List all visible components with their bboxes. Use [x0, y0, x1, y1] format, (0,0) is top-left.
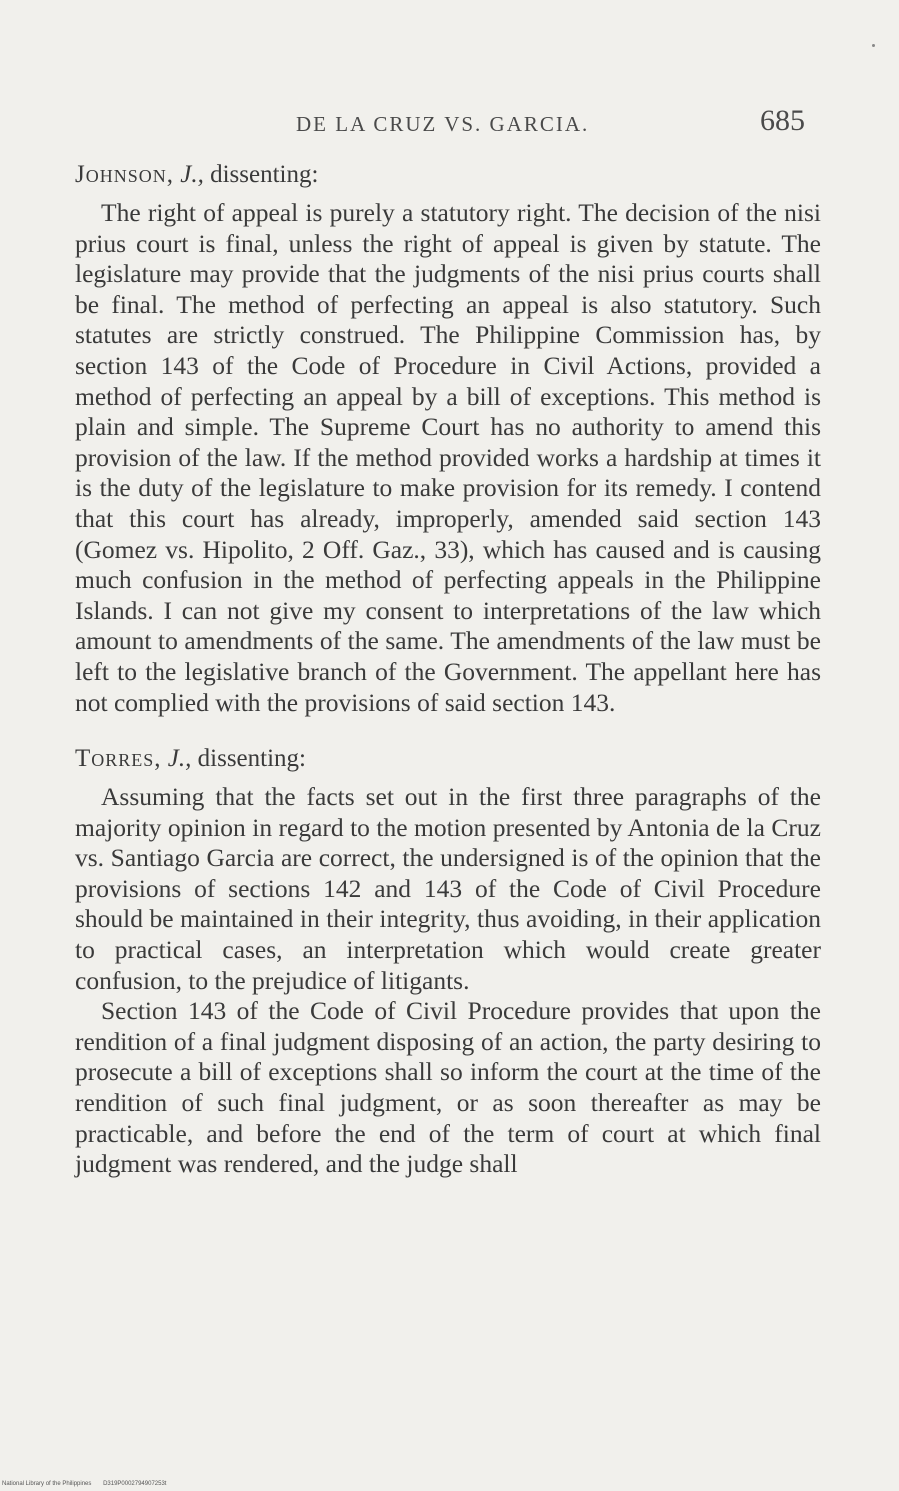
- justice-abbrev: J.,: [180, 161, 204, 188]
- running-head: DE LA CRUZ VS. GARCIA.: [296, 112, 590, 136]
- johnson-dissent-heading: [75, 160, 821, 190]
- footer-library: National Library of the Philippines: [2, 1481, 92, 1487]
- footer-code: D319P0002794907253t: [103, 1481, 167, 1487]
- justice-name: Torres,: [75, 745, 162, 773]
- torres-dissent-heading: [75, 744, 821, 774]
- body-text: [75, 160, 821, 1180]
- justice-abbrev: J.,: [167, 745, 192, 773]
- torres-paragraph: Assuming that the facts set out in the first three paragraphs of the majority opinion in regard to the motion presented by Antonia de la Cruz vs. Santiago Garcia are correct, the undersigned is of the opinion that the provisions of sections 142 and 143 of the Code of Civil Procedure should be maintained in their integrity, thus avoiding, in their application to practical cases, an interpretation which would create greater confusion, to the prejudice of litigants.: [75, 782, 821, 995]
- johnson-paragraph: The right of appeal is purely a statutory right. The decision of the nisi prius court is final, unless the right of appeal is given by statute. The legislature may provide that the judgments of the nisi prius courts shall be final. The method of perfecting an appeal is also statutory. Such statutes are strictly construed. The Philippine Commission has, by section 143 of the Code of Procedure in Civil Actions, provided a method of perfecting an appeal by a bill of exceptions. This method is plain and simple. The Supreme Court has no authority to amend this provision of the law. If the method provided works a hardship at times it is the duty of the legislature to make provision for its remedy. I contend that this court has already, improperly, amended said section 143 (Gomez vs. Hipolito, 2 Off. Gaz., 33), which has caused and is causing much confusion in the method of perfecting appeals in the Philippine Islands. I can not give my consent to interpretations of the law which amount to amendments of the same. The amendments of the law must be left to the legislative branch of the Government. The appellant here has not complied with the provisions of said section 143.: [75, 198, 821, 717]
- justice-name: Johnson,: [75, 161, 174, 188]
- dissent-label: dissenting:: [197, 745, 306, 773]
- dissent-label: dissenting:: [210, 161, 319, 188]
- page-number: 685: [760, 104, 805, 137]
- scan-footer: [2, 1481, 176, 1487]
- scan-speck: [872, 44, 875, 47]
- torres-paragraph: Section 143 of the Code of Civil Procedure provides that upon the rendition of a final judgment disposing of an action, the party desiring to prosecute a bill of exceptions shall so inform the court at the time of the rendition of such final judgment, or as soon thereafter as may be practicable, and before the end of the term of court at which final judgment was rendered, and the judge shall: [75, 996, 821, 1179]
